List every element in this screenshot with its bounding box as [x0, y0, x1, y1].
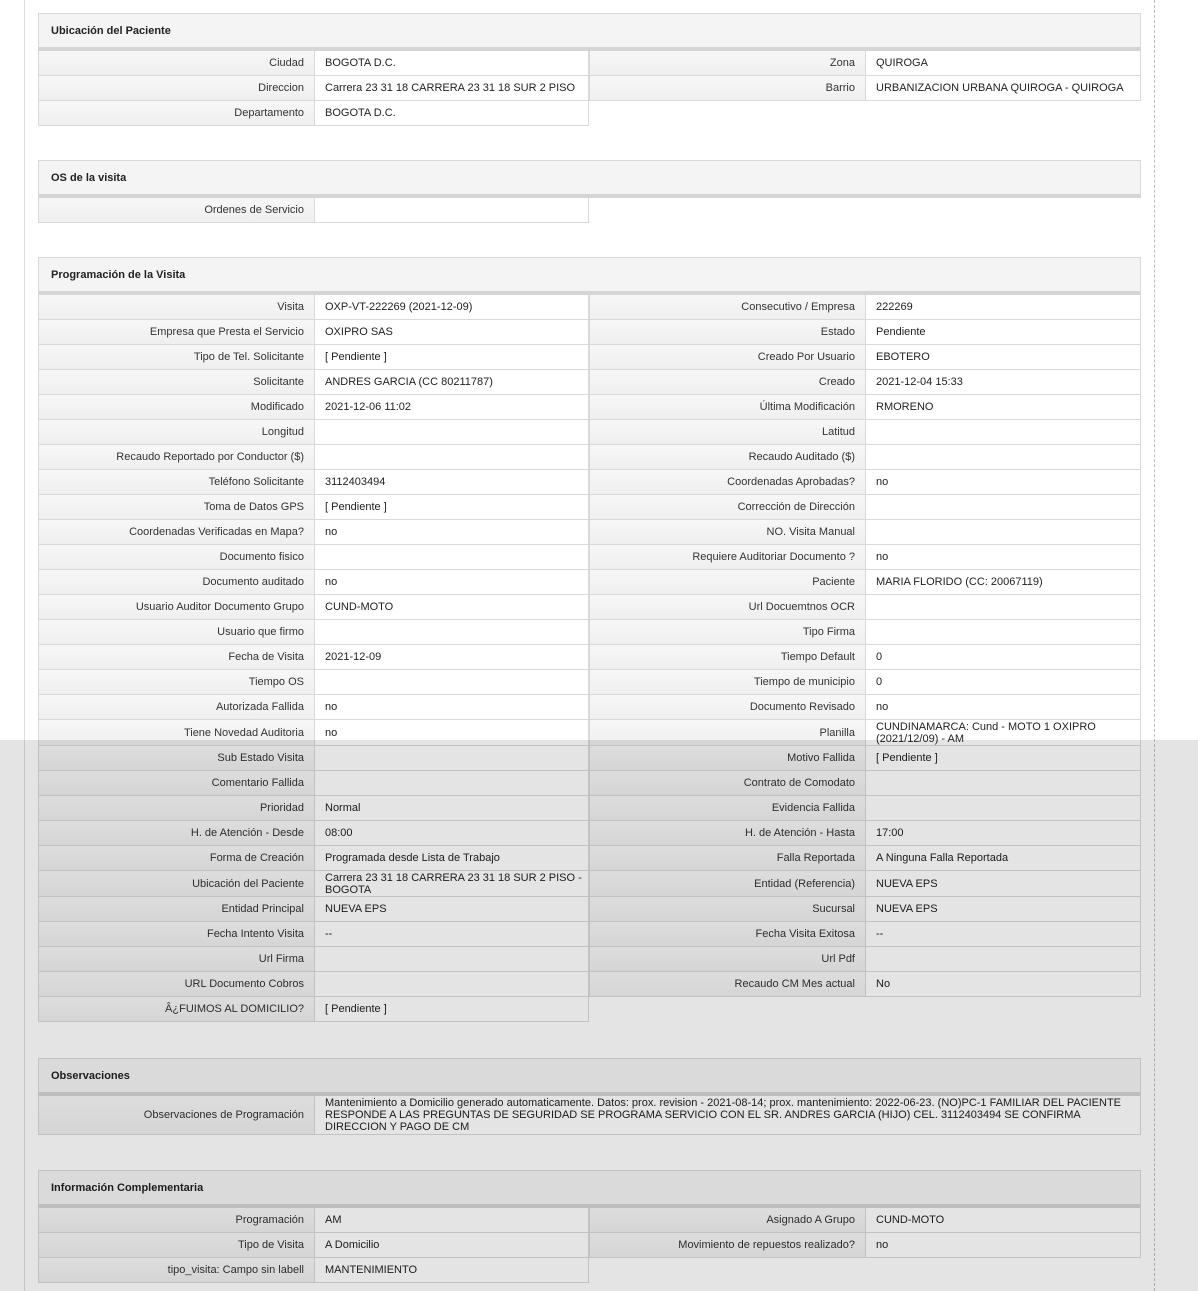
field-label: Última Modificación	[589, 395, 865, 420]
field-label: Coordenadas Verificadas en Mapa?	[38, 520, 314, 545]
field-label: Comentario Fallida	[38, 771, 314, 796]
field-value	[314, 420, 589, 445]
field-value	[314, 198, 589, 223]
field-value: NUEVA EPS	[865, 897, 1141, 922]
field-value: OXP-VT-222269 (2021-12-09)	[314, 295, 589, 320]
section-title: Observaciones	[38, 1058, 1141, 1096]
field-value: no	[865, 695, 1141, 720]
section-ubicacion	[38, 13, 1141, 126]
field-label: Estado	[589, 320, 865, 345]
field-label: Modificado	[38, 395, 314, 420]
field-value: No	[865, 972, 1141, 997]
field-value: no	[865, 470, 1141, 495]
empty-cell	[589, 997, 865, 1022]
field-label: Url Firma	[38, 947, 314, 972]
field-label: Falla Reportada	[589, 846, 865, 871]
field-label: Programación	[38, 1208, 314, 1233]
field-value: 0	[865, 670, 1141, 695]
field-label: Ubicación del Paciente	[38, 871, 314, 897]
field-value: --	[865, 922, 1141, 947]
field-value	[314, 947, 589, 972]
section-os	[38, 160, 1141, 223]
field-label: Planilla	[589, 720, 865, 746]
field-value: 222269	[865, 295, 1141, 320]
field-label: Tiene Novedad Auditoria	[38, 720, 314, 746]
field-label: H. de Atención - Hasta	[589, 821, 865, 846]
field-label: Evidencia Fallida	[589, 796, 865, 821]
field-label: Fecha Visita Exitosa	[589, 922, 865, 947]
field-label: Documento Revisado	[589, 695, 865, 720]
field-label: Creado	[589, 370, 865, 395]
field-value	[314, 620, 589, 645]
field-grid	[38, 1208, 1141, 1283]
field-label: Tiempo Default	[589, 645, 865, 670]
field-value: 0	[865, 645, 1141, 670]
right-dashed-rail	[1154, 0, 1155, 1291]
field-label: Ordenes de Servicio	[38, 198, 314, 223]
section-complementaria	[38, 1170, 1141, 1283]
field-value: [ Pendiente ]	[314, 495, 589, 520]
field-label: Contrato de Comodato	[589, 771, 865, 796]
field-label: Fecha Intento Visita	[38, 922, 314, 947]
field-label: H. de Atención - Desde	[38, 821, 314, 846]
field-label: tipo_visita: Campo sin labell	[38, 1258, 314, 1283]
field-label: Usuario que firmo	[38, 620, 314, 645]
field-label: Teléfono Solicitante	[38, 470, 314, 495]
field-label: Creado Por Usuario	[589, 345, 865, 370]
field-label: Tipo Firma	[589, 620, 865, 645]
field-value: Carrera 23 31 18 CARRERA 23 31 18 SUR 2 PISO	[314, 76, 589, 101]
field-label: Documento fisico	[38, 545, 314, 570]
field-value: --	[314, 922, 589, 947]
field-label: Prioridad	[38, 796, 314, 821]
field-label: Url Docuemtnos OCR	[589, 595, 865, 620]
field-label: Motivo Fallida	[589, 746, 865, 771]
section-title: Programación de la Visita	[38, 257, 1141, 295]
field-label: Sucursal	[589, 897, 865, 922]
observaciones-row	[38, 1096, 1141, 1135]
field-value: ANDRES GARCIA (CC 80211787)	[314, 370, 589, 395]
field-label: NO. Visita Manual	[589, 520, 865, 545]
field-value	[865, 796, 1141, 821]
field-label: Paciente	[589, 570, 865, 595]
field-value	[865, 445, 1141, 470]
field-value: 2021-12-04 15:33	[865, 370, 1141, 395]
field-value	[865, 420, 1141, 445]
field-value: no	[314, 570, 589, 595]
field-label: Entidad Principal	[38, 897, 314, 922]
field-value: 08:00	[314, 821, 589, 846]
field-label: Url Pdf	[589, 947, 865, 972]
field-grid	[38, 295, 1141, 1022]
field-value: Normal	[314, 796, 589, 821]
section-observaciones	[38, 1058, 1141, 1135]
field-value: no	[314, 720, 589, 746]
empty-cell	[865, 997, 1141, 1022]
empty-cell	[589, 198, 865, 223]
field-value: Pendiente	[865, 320, 1141, 345]
field-label: Latitud	[589, 420, 865, 445]
field-value	[314, 972, 589, 997]
field-value: A Ninguna Falla Reportada	[865, 846, 1141, 871]
field-label: Visita	[38, 295, 314, 320]
field-label: Tiempo OS	[38, 670, 314, 695]
field-value: CUND-MOTO	[865, 1208, 1141, 1233]
empty-cell	[865, 1258, 1141, 1283]
field-label: Empresa que Presta el Servicio	[38, 320, 314, 345]
field-label: Tipo de Tel. Solicitante	[38, 345, 314, 370]
field-label: Recaudo CM Mes actual	[589, 972, 865, 997]
field-value: CUNDINAMARCA: Cund - MOTO 1 OXIPRO (2021/12/09) - AM	[865, 720, 1141, 746]
field-value: BOGOTA D.C.	[314, 101, 589, 126]
field-value: NUEVA EPS	[314, 897, 589, 922]
section-title: Información Complementaria	[38, 1170, 1141, 1208]
field-value: Mantenimiento a Domicilio generado automaticamente. Datos: prox. revision - 2021-08-14; prox. mantenimiento: 2022-06-23. (NO)PC-1 FAMILIAR DEL PACIENTE RESPONDE A LAS PREGUNTAS DE SEGURIDAD SE PROGRAMA SERVICIO CON EL SR. ANDRES GARCIA (HIJO) CEL. 3112403494 SE CONFIRMA DIRECCION Y PAGO DE CM	[314, 1096, 1141, 1135]
field-value	[865, 520, 1141, 545]
field-label: Requiere Auditoriar Documento ?	[589, 545, 865, 570]
empty-cell	[865, 198, 1141, 223]
left-rail	[24, 0, 25, 1291]
field-value: NUEVA EPS	[865, 871, 1141, 897]
field-value: no	[865, 545, 1141, 570]
field-value: MANTENIMIENTO	[314, 1258, 589, 1283]
field-value	[865, 495, 1141, 520]
empty-cell	[589, 101, 865, 126]
field-label: Usuario Auditor Documento Grupo	[38, 595, 314, 620]
field-label: Observaciones de Programación	[38, 1096, 314, 1135]
field-grid	[38, 198, 1141, 223]
field-label: Recaudo Reportado por Conductor ($)	[38, 445, 314, 470]
field-label: Sub Estado Visita	[38, 746, 314, 771]
field-value: RMORENO	[865, 395, 1141, 420]
field-value: 3112403494	[314, 470, 589, 495]
field-label: Coordenadas Aprobadas?	[589, 470, 865, 495]
field-value: CUND-MOTO	[314, 595, 589, 620]
field-label: Departamento	[38, 101, 314, 126]
field-value: [ Pendiente ]	[314, 997, 589, 1022]
field-value: Carrera 23 31 18 CARRERA 23 31 18 SUR 2 PISO - BOGOTA	[314, 871, 589, 897]
field-value: OXIPRO SAS	[314, 320, 589, 345]
field-value: URBANIZACION URBANA QUIROGA - QUIROGA	[865, 76, 1141, 101]
empty-cell	[589, 1258, 865, 1283]
field-label: Movimiento de repuestos realizado?	[589, 1233, 865, 1258]
field-label: Recaudo Auditado ($)	[589, 445, 865, 470]
field-value	[865, 595, 1141, 620]
field-value: AM	[314, 1208, 589, 1233]
field-value: MARIA FLORIDO (CC: 20067119)	[865, 570, 1141, 595]
field-value: EBOTERO	[865, 345, 1141, 370]
field-value: Programada desde Lista de Trabajo	[314, 846, 589, 871]
field-label: Entidad (Referencia)	[589, 871, 865, 897]
empty-cell	[865, 101, 1141, 126]
field-value: no	[314, 695, 589, 720]
field-label: Autorizada Fallida	[38, 695, 314, 720]
field-label: Zona	[589, 51, 865, 76]
field-label: Tipo de Visita	[38, 1233, 314, 1258]
field-value: QUIROGA	[865, 51, 1141, 76]
field-label: Forma de Creación	[38, 846, 314, 871]
field-value: 2021-12-06 11:02	[314, 395, 589, 420]
section-programacion	[38, 257, 1141, 1022]
field-value	[314, 545, 589, 570]
field-value	[865, 771, 1141, 796]
field-value: BOGOTA D.C.	[314, 51, 589, 76]
field-grid	[38, 51, 1141, 126]
field-label: URL Documento Cobros	[38, 972, 314, 997]
field-value: no	[314, 520, 589, 545]
field-label: Documento auditado	[38, 570, 314, 595]
field-value: no	[865, 1233, 1141, 1258]
field-label: Asignado A Grupo	[589, 1208, 865, 1233]
field-label: Consecutivo / Empresa	[589, 295, 865, 320]
field-label: Direccion	[38, 76, 314, 101]
section-title: Ubicación del Paciente	[38, 13, 1141, 51]
field-value: 2021-12-09	[314, 645, 589, 670]
field-value: A Domicilio	[314, 1233, 589, 1258]
field-label: Tiempo de municipio	[589, 670, 865, 695]
field-label: Ciudad	[38, 51, 314, 76]
field-value	[314, 771, 589, 796]
field-value	[314, 445, 589, 470]
field-label: Barrio	[589, 76, 865, 101]
field-label: Toma de Datos GPS	[38, 495, 314, 520]
field-label: Â¿FUIMOS AL DOMICILIO?	[38, 997, 314, 1022]
field-value: [ Pendiente ]	[865, 746, 1141, 771]
field-value: [ Pendiente ]	[314, 345, 589, 370]
field-value: 17:00	[865, 821, 1141, 846]
field-value	[865, 620, 1141, 645]
field-label: Fecha de Visita	[38, 645, 314, 670]
field-value	[314, 746, 589, 771]
field-label: Corrección de Dirección	[589, 495, 865, 520]
field-label: Solicitante	[38, 370, 314, 395]
section-title: OS de la visita	[38, 160, 1141, 198]
field-label: Longitud	[38, 420, 314, 445]
field-value	[314, 670, 589, 695]
field-value	[865, 947, 1141, 972]
